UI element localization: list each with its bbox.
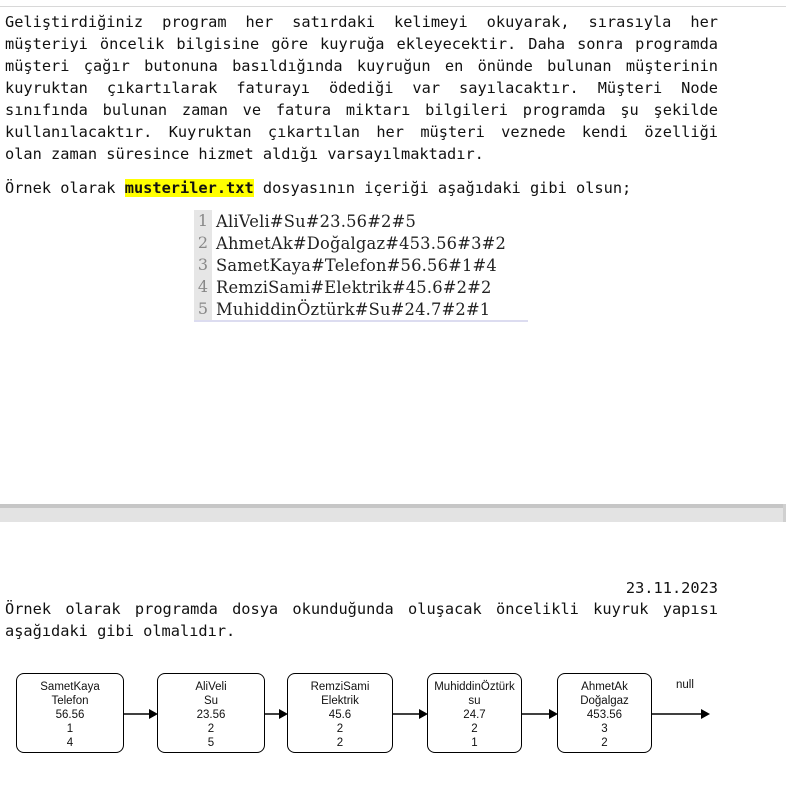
paragraph-line: olan zaman süresince hizmet aldığı varsayılmaktadır. [5,145,484,163]
page-date: 23.11.2023 [625,579,718,597]
queue-description [5,598,718,642]
node-time: 4 [66,737,74,749]
node-priority: 2 [336,723,344,735]
line-number: 1 [194,210,212,232]
page-separator-shadow [0,504,786,508]
node-amount: 23.56 [196,709,226,721]
code-line [194,232,528,254]
paragraph-line: müşteriyi öncelik bilgisine göre kuyruğa ekleyecektir. Daha sonra programda [5,35,718,53]
node-name: AhmetAk [581,681,628,693]
paragraph-line: sınıfında bulunan zaman ve fatura miktarı bilgileri programda şu şekilde [5,101,718,119]
highlighted-filename: musteriler.txt [124,179,254,197]
node-time: 5 [207,737,215,749]
node-name: MuhiddinÖztürk [434,681,515,693]
paragraph-line: Örnek olarak programda dosya okunduğunda oluşacak öncelikli kuyruk yapısı [5,600,718,618]
node-priority: 2 [207,723,215,735]
code-text: AliVeli#Su#23.56#2#5 [216,211,417,231]
arrow-right-icon [392,708,428,720]
line-number: 5 [194,298,212,320]
queue-node [157,673,265,753]
example-prefix: Örnek olarak [5,179,125,197]
paragraph-line: müşteri çağır butonuna basıldığında kuyruğun en önünde bulunan müşterinin [5,57,718,75]
node-time: 1 [471,737,478,749]
page-top-border [0,6,786,7]
node-time: 2 [336,737,344,749]
code-line [194,298,528,320]
document-page-2 [0,522,786,789]
node-time: 2 [601,737,608,749]
paragraph-line: kuyruktan çıkartılarak faturayı ödediği var sayılacaktır. Müşteri Node [5,79,718,97]
arrow-right-icon [651,708,710,720]
queue-node [427,673,522,753]
node-amount: 45.6 [328,709,352,721]
node-priority: 1 [66,723,74,735]
node-type: Su [203,695,219,707]
node-name: RemziSami [310,681,370,693]
line-number: 4 [194,276,212,298]
arrow-right-icon [264,708,288,720]
example-suffix: dosyasının içeriği aşağıdaki gibi olsun; [253,179,632,197]
example-sentence [5,177,631,199]
code-text: MuhiddinÖztürk#Su#24.7#2#1 [216,299,491,319]
code-text: RemziSami#Elektrik#45.6#2#2 [216,277,492,297]
node-type: Telefon [51,695,89,707]
null-label: null [676,679,694,691]
line-number: 3 [194,254,212,276]
arrow-right-icon [521,708,558,720]
arrow-right-icon [123,708,158,720]
node-priority: 3 [601,723,608,735]
node-amount: 56.56 [55,709,85,721]
code-line [194,254,528,276]
paragraph-line: aşağıdaki gibi olmalıdır. [5,622,236,640]
node-priority: 2 [471,723,478,735]
code-text: AhmetAk#Doğalgaz#453.56#3#2 [216,233,507,253]
paragraph-line: Geliştirdiğiniz program her satırdaki kelimeyi okuyarak, sırasıyla her [5,13,718,31]
node-amount: 24.7 [463,709,486,721]
description-paragraph [5,11,718,165]
code-line [194,276,528,298]
queue-node [287,673,393,753]
node-amount: 453.56 [586,709,623,721]
page-separator [0,504,786,522]
code-line [194,210,528,232]
code-snippet [194,210,528,322]
node-type: su [468,695,481,707]
node-name: SametKaya [40,681,100,693]
paragraph-line: kullanılacaktır. Kuyruktan çıkartılan her müşteri veznede kendi özelliği [5,123,718,141]
code-text: SametKaya#Telefon#56.56#1#4 [216,255,497,275]
queue-node [16,673,124,753]
node-type: Doğalgaz [580,695,629,707]
line-number: 2 [194,232,212,254]
queue-node [557,673,652,753]
node-type: Elektrik [321,695,359,707]
node-name: AliVeli [195,681,227,693]
